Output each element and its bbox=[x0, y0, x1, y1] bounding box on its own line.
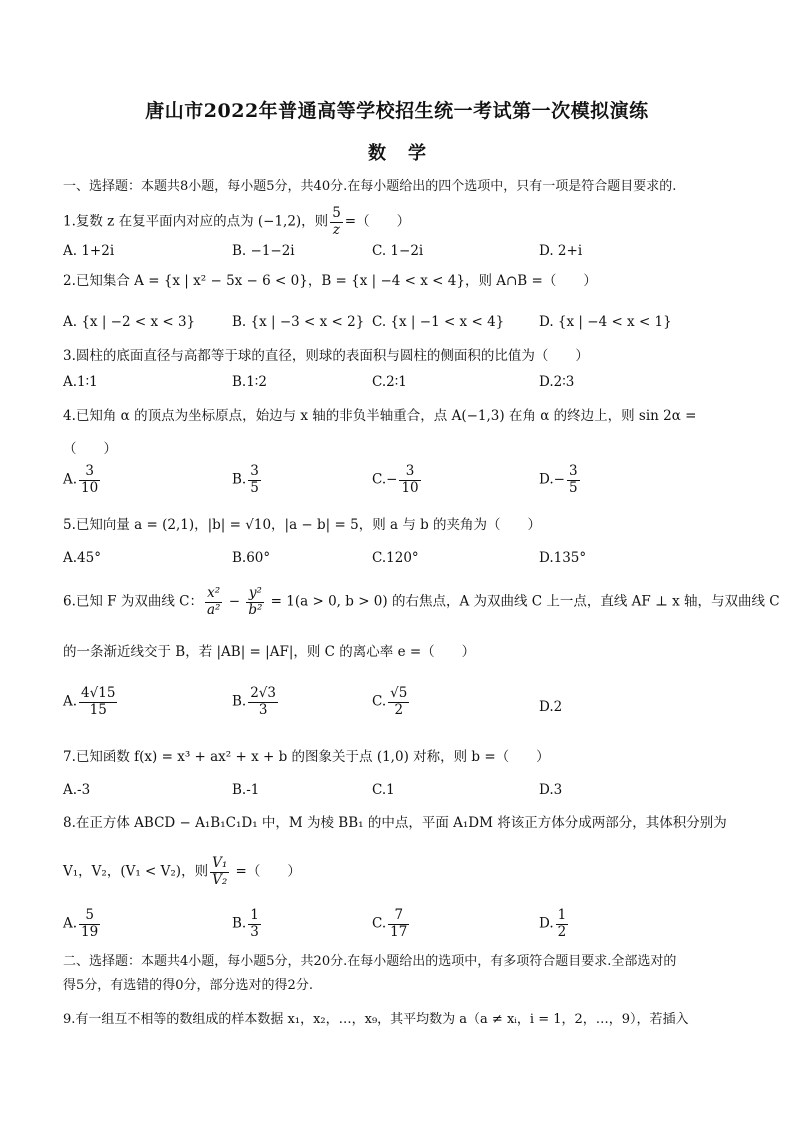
question-8-option-c: C. $\frac{7}{17}$ bbox=[372, 907, 408, 940]
question-7-option-c: C.1 bbox=[372, 782, 395, 798]
question-2-option-c: C. {x | −1 < x < 4} bbox=[372, 314, 505, 330]
question-6-option-b: B. $\frac{2√3}{3}$ bbox=[232, 685, 276, 718]
question-1-option-b: B. −1−2i bbox=[232, 243, 295, 259]
question-2-option-b: B. {x | −3 < x < 2} bbox=[232, 314, 365, 330]
section1-header: 一、选择题：本题共8小题，每小题5分，共40分.在每小题给出的四个选项中，只有一项是符合题目要求的. bbox=[63, 179, 677, 194]
question-6-option-c: C. $\frac{√5}{2}$ bbox=[372, 685, 408, 718]
question-5-stem: 5.已知向量 a = (2,1)，|b| = √10，|a − b| = 5，则 a 与 b 的夹角为（ ） bbox=[63, 517, 542, 533]
question-1-option-c: C. 1−2i bbox=[372, 243, 424, 259]
question-8-stem: 8.在正方体 ABCD − A₁B₁C₁D₁ 中，M 为棱 BB₁ 的中点，平面 A₁DM 将该正方体分成两部分，其体积分别为 bbox=[63, 815, 727, 831]
section2-header-line2: 得5分，有选错的得0分，部分选对的得2分. bbox=[63, 978, 313, 993]
section2-header-line1: 二、选择题：本题共4小题，每小题5分，共20分.在每小题给出的选项中，有多项符合题目要求.全部选对的 bbox=[63, 954, 677, 969]
question-3-option-d: D.2∶3 bbox=[539, 374, 575, 390]
question-6-stem-cont: 的一条渐近线交于 B，若 |AB| = |AF|，则 C 的离心率 e =（ ） bbox=[63, 644, 476, 660]
question-3-option-a: A.1∶1 bbox=[63, 374, 98, 390]
question-5-option-c: C.120° bbox=[372, 550, 419, 566]
question-7-option-b: B.-1 bbox=[232, 782, 260, 798]
question-4-option-a: A. $\frac{3}{10}$ bbox=[63, 463, 99, 496]
question-5-option-b: B.60° bbox=[232, 550, 271, 566]
question-7-option-a: A.-3 bbox=[63, 782, 91, 798]
question-2-option-d: D. {x | −4 < x < 1} bbox=[539, 314, 672, 330]
question-4-option-c: C.− $\frac{3}{10}$ bbox=[372, 463, 419, 496]
question-3-stem: 3.圆柱的底面直径与高都等于球的直径，则球的表面积与圆柱的侧面积的比值为（ ） bbox=[63, 348, 589, 364]
question-1-stem: 1.复数 z 在复平面内对应的点为 (−1,2)，则 $\frac{5}{z}$ =（ ） bbox=[63, 205, 411, 238]
question-8-option-a: A. $\frac{5}{19}$ bbox=[63, 907, 99, 940]
question-2-option-a: A. {x | −2 < x < 3} bbox=[63, 314, 196, 330]
subject-title: 数学 bbox=[368, 143, 448, 164]
question-3-option-b: B.1∶2 bbox=[232, 374, 267, 390]
question-3-option-c: C.2∶1 bbox=[372, 374, 407, 390]
question-1-option-d: D. 2+i bbox=[539, 243, 583, 259]
question-4-option-d: D.− $\frac{3}{5}$ bbox=[539, 463, 578, 496]
question-6-stem: 6.已知 F 为双曲线 C： $\frac{\text{x²}}{\text{a²}}$ − $\frac{\text{y²}}{\text{b²}}$ = 1(a > 0, b > 0) 的右焦点，A 为双曲线 C 上一点，直线 AF ⊥ x 轴，与双曲线 C bbox=[63, 585, 780, 618]
question-8-stem-cont: V₁，V₂，(V₁ < V₂)，则 $\frac{\text{V₁}}{\text{V₂}}$ =（ ） bbox=[63, 855, 301, 888]
question-7-stem: 7.已知函数 f(x) = x³ + ax² + x + b 的图象关于点 (1,0) 对称，则 b =（ ） bbox=[63, 749, 550, 765]
question-5-option-a: A.45° bbox=[63, 550, 101, 566]
question-2-stem: 2.已知集合 A = {x | x² − 5x − 6 < 0}，B = {x | −4 < x < 4}，则 A∩B =（ ） bbox=[63, 273, 597, 289]
question-8-option-b: B. $\frac{1}{3}$ bbox=[232, 907, 259, 940]
question-7-option-d: D.3 bbox=[539, 782, 563, 798]
question-4-option-b: B. $\frac{3}{5}$ bbox=[232, 463, 259, 496]
fraction-5-over-z: $\frac{5}{z}$ bbox=[332, 205, 341, 238]
question-8-option-d: D. $\frac{1}{2}$ bbox=[539, 907, 567, 940]
question-9-stem: 9.有一组互不相等的数组成的样本数据 x₁，x₂，…，x₉，其平均数为 a（a ≠ xᵢ，i = 1，2，…，9），若插入 bbox=[63, 1012, 689, 1027]
exam-title: 唐山市2022年普通高等学校招生统一考试第一次模拟演练 bbox=[145, 100, 649, 122]
question-5-option-d: D.135° bbox=[539, 550, 587, 566]
question-6-option-a: A. $\frac{4√15}{15}$ bbox=[63, 685, 116, 718]
question-1-option-a: A. 1+2i bbox=[63, 243, 115, 259]
question-6-option-d: D.2 bbox=[539, 699, 563, 715]
question-4-stem-cont: （ ） bbox=[63, 441, 117, 457]
question-4-stem: 4.已知角 α 的顶点为坐标原点，始边与 x 轴的非负半轴重合，点 A(−1,3) 在角 α 的终边上，则 sin 2α = bbox=[63, 408, 697, 424]
